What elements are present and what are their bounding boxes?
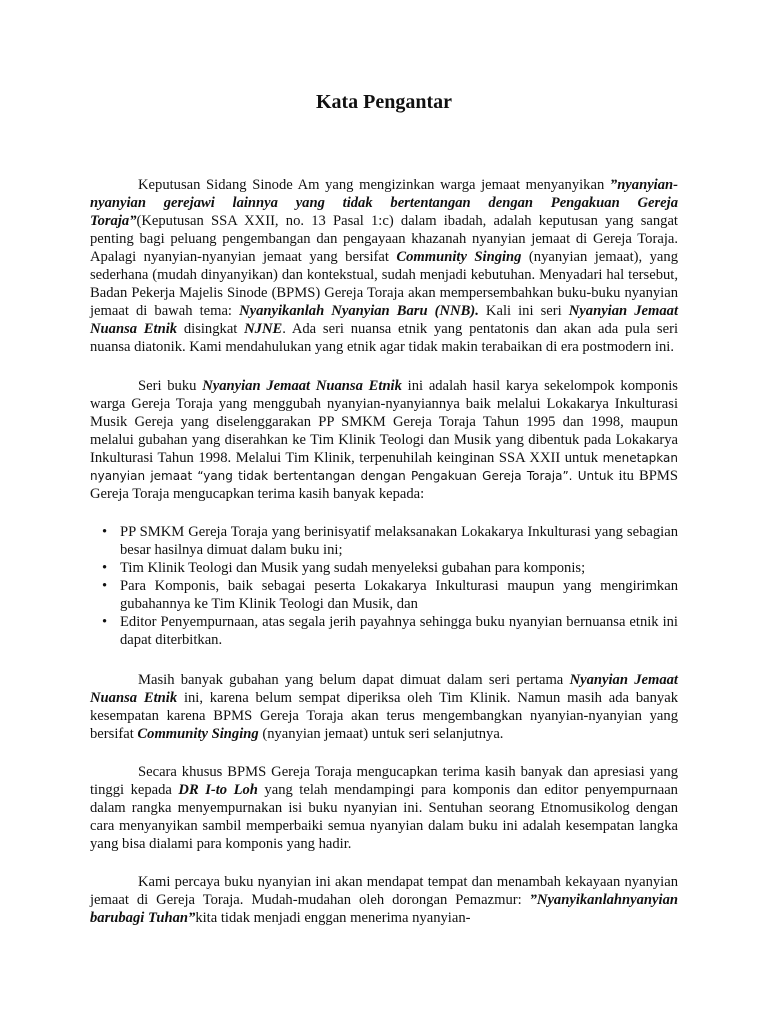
text: Kali ini seri: [478, 303, 569, 319]
text: Kami percaya buku nyanyian ini akan mendapat tempat dan menambah kekayaan nyanyian jemaat di Gereja Toraja. Mudah-mudahan oleh dorongan Pemazmur:: [90, 874, 678, 908]
emphasis: Community Singing: [137, 726, 259, 742]
document-body: [90, 176, 678, 945]
page-title: Kata Pengantar: [315, 91, 453, 113]
text: Keputusan Sidang Sinode Am yang mengizinkan warga jemaat menyanyikan: [138, 177, 610, 193]
text: Seri buku: [138, 378, 203, 394]
emphasis: NJNE: [244, 321, 283, 337]
text: itu BPMS Gereja Toraja mengucapkan terima kasih banyak kepada:: [90, 468, 678, 502]
text: ini adalah hasil karya sekelompok komponis warga Gereja Toraja yang menggubah nyanyian-nyanyiannya baik melalui Lokakarya Inkulturasi Musik Gereja yang diselenggarakan PP SMKM Gereja Toraja Tahun 1995 dan 1998, maupun melalui gubahan yang diserahkan ke Tim Klinik Teologi dan Musik yang dibentuk pada Lokakarya Inkulturasi Tahun 1998. Melalui Tim Klinik, terpenuhilah keinginan SSA XXII untuk: [90, 378, 678, 466]
text: disingkat: [177, 321, 245, 337]
paragraph-5: [90, 873, 678, 927]
text: Secara khusus BPMS Gereja Toraja mengucapkan terima kasih banyak dan apresiasi yang tinggi kepada: [90, 764, 678, 798]
text: kita tidak menjadi enggan menerima nyanyian-: [195, 910, 471, 926]
list-item: • PP SMKM Gereja Toraja yang berinisyatif melaksanakan Lokakarya Inkulturasi yang sebagian besar hasilnya dimuat dalam buku ini;: [120, 523, 678, 559]
text: (nyanyian jemaat) untuk seri selanjutnya.: [258, 726, 504, 742]
text: Masih banyak gubahan yang belum dapat dimuat dalam seri pertama: [138, 672, 570, 688]
paragraph-1: [90, 176, 678, 356]
text: yang telah mendampingi para komponis dan editor penyempurnaan dalam rangka menyempurnakan isi buku nyanyian ini. Sentuhan seorang Etnomusikolog dengan cara menyanyikan sambil memperbaiki semua nyanyian dalam buku ini adalah kesempatan langka yang bisa dialami para komponis yang hadir.: [90, 782, 678, 852]
list-item: • Para Komponis, baik sebagai peserta Lokakarya Inkulturasi maupun yang mengirimkan gubahannya ke Tim Klinik Teologi dan Musik, dan: [120, 577, 678, 613]
emphasis: Nyanyian Jemaat Nuansa Etnik: [90, 303, 678, 337]
thanks-list: [90, 523, 678, 649]
list-item: • Editor Penyempurnaan, atas segala jerih payahnya sehingga buku nyanyian bernuansa etnik ini dapat diterbitkan.: [120, 613, 678, 649]
text: (Keputusan SSA XXII, no. 13 Pasal 1:c) dalam ibadah, adalah keputusan yang sangat penting bagi peluang pengembangan dan pengayaan khazanah nyanyian jemaat di Gereja Toraja. Apalagi nyanyian-nyanyian jemaat yang bersifat: [90, 213, 678, 265]
emphasis: DR I-to Loh: [178, 782, 258, 798]
sans-text: menetapkan nyanyian jemaat “yang tidak bertentangan dengan Pengakuan Gereja Toraja”. Untuk: [90, 451, 678, 483]
emphasis: Nyanyian Jemaat Nuansa Etnik: [202, 378, 402, 394]
emphasis: Community Singing: [396, 249, 522, 265]
emphasis: Nyanyikanlah Nyanyian Baru (NNB).: [239, 303, 479, 319]
paragraph-2: [90, 377, 678, 503]
paragraph-4: [90, 763, 678, 853]
text: ini, karena belum sempat diperiksa oleh Tim Klinik. Namun masih ada banyak kesempatan karena BPMS Gereja Toraja akan terus mengembangkan nyanyian-nyanyian yang bersifat: [90, 690, 678, 742]
emphasis: ”Nyanyikanlahnyanyian barubagi Tuhan”: [90, 892, 678, 926]
emphasis: ”nyanyian-nyanyian gerejawi lainnya yang tidak bertentangan dengan Pengakuan Gereja Toraja”: [90, 177, 678, 229]
paragraph-3: [90, 671, 678, 743]
emphasis: Nyanyian Jemaat Nuansa Etnik: [90, 672, 678, 706]
list-item: • Tim Klinik Teologi dan Musik yang sudah menyeleksi gubahan para komponis;: [120, 559, 678, 577]
text: (nyanyian jemaat), yang sederhana (mudah dinyanyikan) dan kontekstual, sudah menjadi kebutuhan. Menyadari hal tersebut, Badan Pekerja Majelis Sinode (BPMS) Gereja Toraja akan mempersembahkan buku-buku nyanyian jemaat di bawah tema:: [90, 249, 678, 319]
text: . Ada seri nuansa etnik yang pentatonis dan akan ada pula seri nuansa diatonik. Kami mendahulukan yang etnik agar tidak makin terabaikan di era postmodern ini.: [90, 321, 678, 355]
